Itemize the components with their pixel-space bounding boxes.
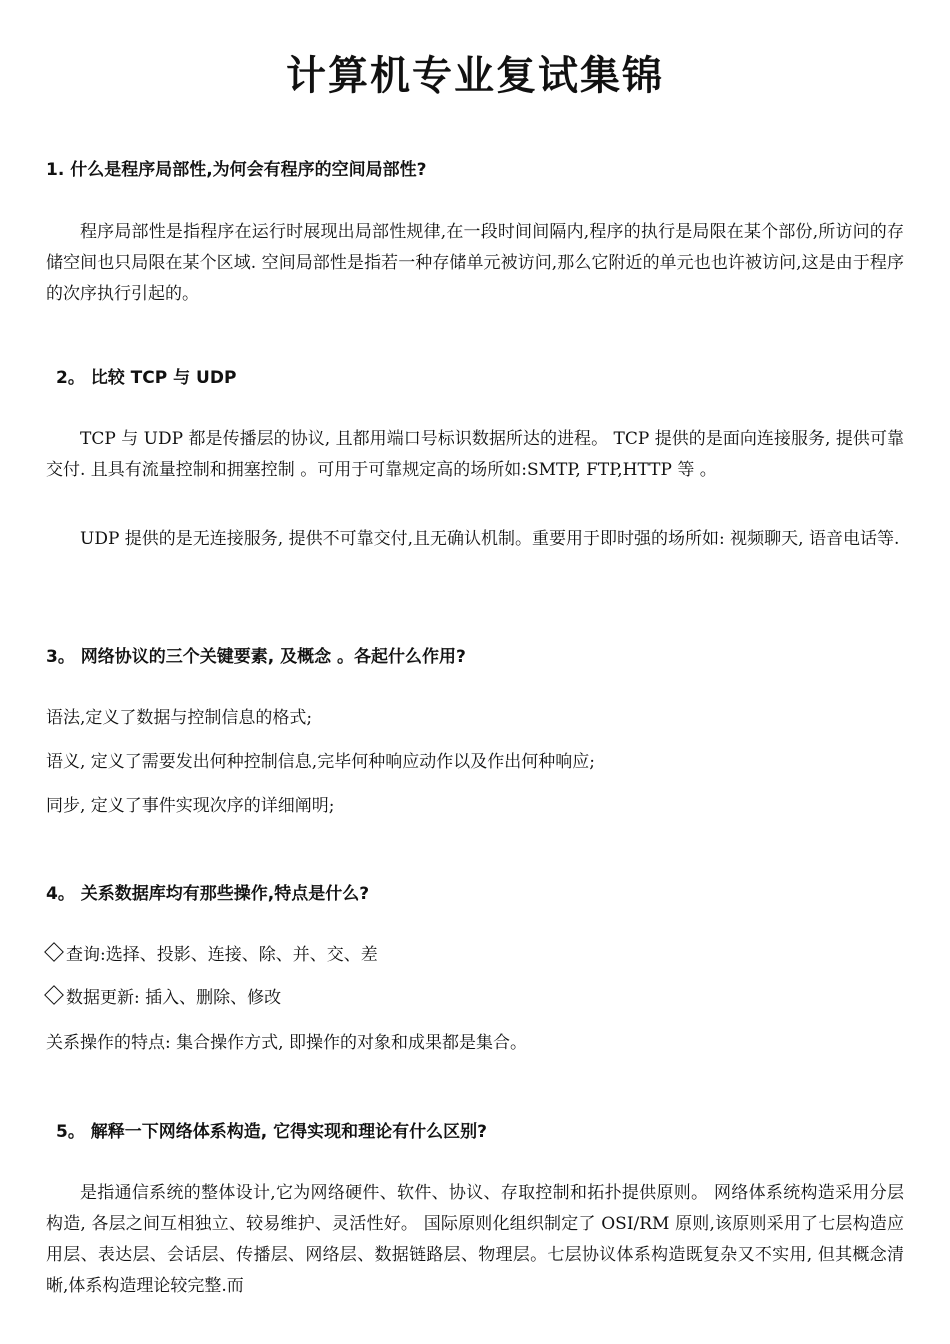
answer-3-timing: 同步, 定义了事件实现次序的详细阐明;: [46, 796, 335, 816]
diamond-bullet-icon: [44, 942, 64, 962]
question-2: 2。 比较 TCP 与 UDP: [56, 368, 237, 388]
question-4: 4。 关系数据库均有那些操作,特点是什么?: [46, 884, 370, 904]
answer-3-syntax: 语法,定义了数据与控制信息的格式;: [46, 708, 313, 728]
answer-5: 是指通信系统的整体设计,它为网络硬件、软件、协议、存取控制和拓扑提供原则。 网络体系统构造采用分层构造, 各层之间互相独立、较易维护、灵活性好。 国际原则化组织制定了 OSI/RM 原则,该原则采用了七层构造应用层、表达层、会话层、传播层、网络层、数据链路层、物理层。七层协议体系构造既复杂又不实用, 但其概念清晰,体系构造理论较完整.而: [46, 1183, 904, 1296]
answer-2-udp: UDP 提供的是无连接服务, 提供不可靠交付,且无确认机制。重要用于即时强的场所如: 视频聊天, 语音电话等.: [80, 529, 900, 549]
answer-4-update-text: 数据更新: 插入、删除、修改: [66, 988, 282, 1008]
answer-4-summary: 关系操作的特点: 集合操作方式, 即操作的对象和成果都是集合。: [46, 1033, 527, 1053]
answer-4-query: [44, 943, 378, 967]
document-title: 计算机专业复试集锦: [286, 53, 664, 99]
question-5: 5。 解释一下网络体系构造, 它得实现和理论有什么区别?: [56, 1122, 487, 1142]
question-1: 1. 什么是程序局部性,为何会有程序的空间局部性?: [46, 160, 427, 180]
answer-3-semantics: 语义, 定义了需要发出何种控制信息,完毕何种响应动作以及作出何种响应;: [46, 752, 595, 772]
question-3: 3。 网络协议的三个关键要素, 及概念 。各起什么作用?: [46, 647, 466, 667]
answer-4-query-text: 查询:选择、投影、连接、除、并、交、差: [66, 945, 378, 965]
answer-4-update: [44, 986, 281, 1010]
answer-2-tcp: TCP 与 UDP 都是传播层的协议, 且都用端口号标识数据所达的进程。 TCP 提供的是面向连接服务, 提供可靠交付. 且具有流量控制和拥塞控制 。可用于可靠规定高的场所如:SMTP, FTP,HTTP 等 。: [46, 429, 904, 480]
diamond-bullet-icon: [44, 985, 64, 1005]
answer-1: 程序局部性是指程序在运行时展现出局部性规律,在一段时间间隔内,程序的执行是局限在某个部份,所访问的存储空间也只局限在某个区域. 空间局部性是指若一种存储单元被访问,那么它附近的单元也也许被访问,这是由于程序的次序执行引起的。: [46, 222, 904, 304]
